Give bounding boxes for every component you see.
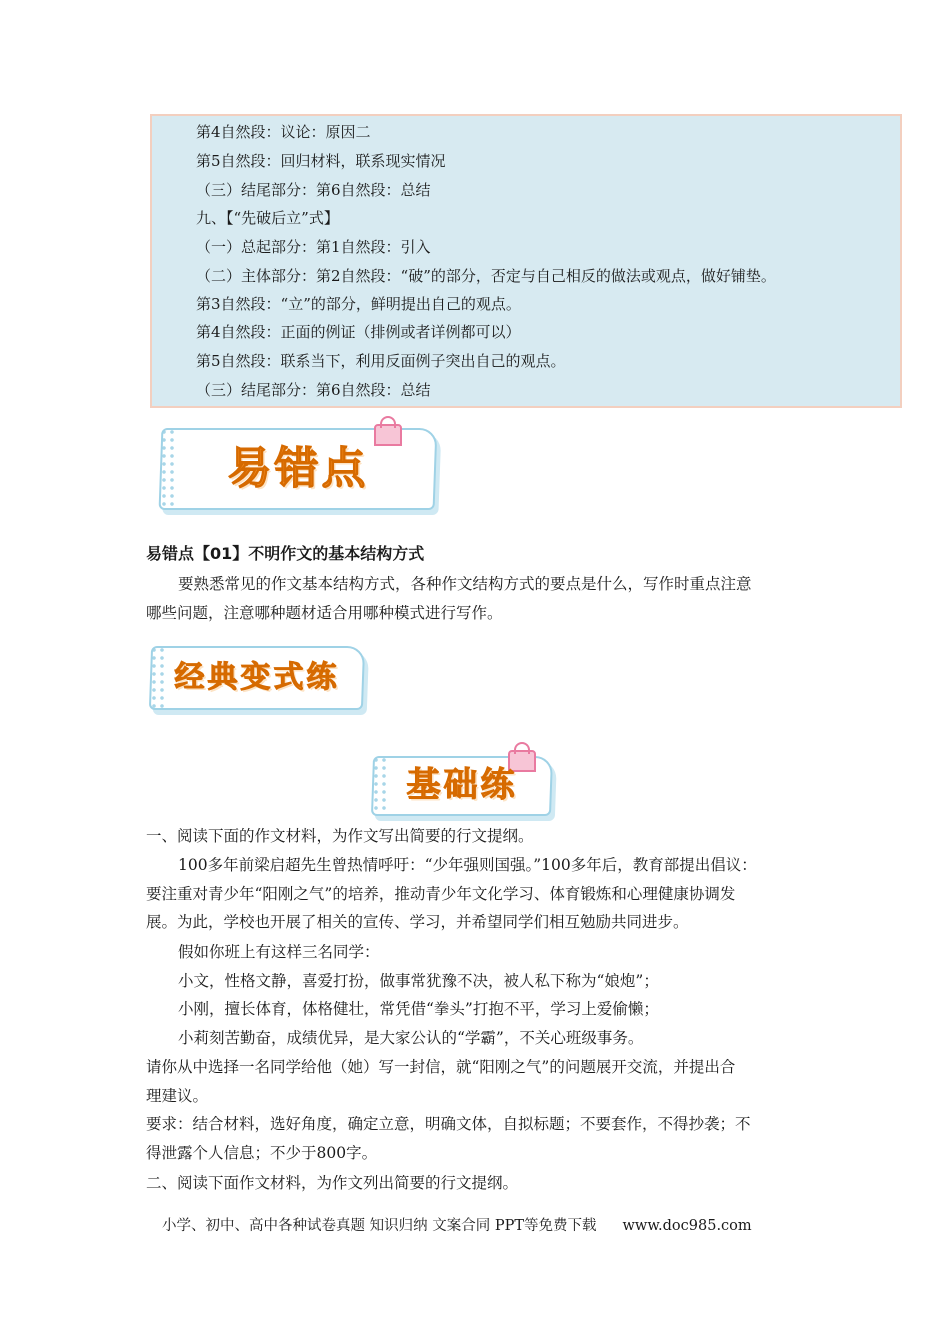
page-footer [162, 1214, 752, 1235]
outline-line: 第5自然段：联系当下，利用反面例子突出自己的观点。 [196, 352, 566, 370]
footer-link[interactable]: www.doc985.com [622, 1218, 752, 1234]
material-line: 请你从中选择一名同学给他（她）写一封信，就“阳刚之气”的问题展开交流，并提出合 [146, 1058, 736, 1076]
paragraph-line: 哪些问题，注意哪种题材适合用哪种模式进行写作。 [146, 604, 503, 622]
outline-line: （一）总起部分：第1自然段：引入 [196, 238, 431, 256]
footer-text: 小学、初中、高中各种试卷真题 知识归纳 文案合同 PPT等免费下载 [162, 1218, 597, 1234]
banner-classic [150, 646, 364, 710]
outline-line: （三）结尾部分：第6自然段：总结 [196, 181, 431, 199]
outline-line: （三）结尾部分：第6自然段：总结 [196, 381, 431, 399]
outline-line: 第4自然段：议论：原因二 [196, 123, 371, 141]
requirement-line: 得泄露个人信息；不少于800字。 [146, 1144, 378, 1162]
banner-title: 易错点 [227, 443, 369, 494]
outline-line: 第5自然段：回归材料，联系现实情况 [196, 152, 446, 170]
material-line: 理建议。 [146, 1087, 209, 1105]
material-line: 要注重对青少年“阳刚之气”的培养，推动青少年文化学习、体育锻炼和心理健康协调发 [146, 885, 736, 903]
question-line: 一、阅读下面的作文材料，为作文写出简要的行文提纲。 [146, 827, 534, 845]
section-heading: 易错点【01】不明作文的基本结构方式 [146, 544, 425, 563]
outline-line: 第4自然段：正面的例证（排例或者详例都可以） [196, 323, 521, 341]
outline-box [150, 114, 902, 408]
outline-line: 九、【“先破后立”式】 [196, 209, 339, 227]
material-line: 假如你班上有这样三名同学： [178, 943, 380, 961]
paragraph-line: 要熟悉常见的作文基本结构方式，各种作文结构方式的要点是什么，写作时重点注意 [178, 575, 752, 593]
material-line: 展。为此，学校也开展了相关的宣传、学习，并希望同学们相互勉励共同进步。 [146, 913, 689, 931]
banner-mistakes [160, 428, 436, 510]
material-line: 100多年前梁启超先生曾热情呼吁：“少年强则国强。”100多年后，教育部提出倡议： [178, 856, 757, 874]
outline-line: 第3自然段：“立”的部分，鲜明提出自己的观点。 [196, 295, 521, 313]
banner-title: 基础练 [406, 765, 518, 805]
outline-line: （二）主体部分：第2自然段：“破”的部分，否定与自己相反的做法或观点，做好铺垫。 [196, 267, 776, 285]
question-line: 二、阅读下面作文材料，为作文列出简要的行文提纲。 [146, 1174, 519, 1192]
material-line: 小莉刻苦勤奋，成绩优异，是大家公认的“学霸”，不关心班级事务。 [178, 1029, 644, 1047]
material-line: 小刚，擅长体育，体格健壮，常凭借“拳头”打抱不平，学习上爱偷懒； [178, 1000, 659, 1018]
banner-title: 经典变式练 [174, 660, 340, 695]
material-line: 小文，性格文静，喜爱打扮，做事常犹豫不决，被人私下称为“娘炮”； [178, 972, 659, 990]
requirement-line: 要求：结合材料，选好角度，确定立意，明确文体，自拟标题；不要套作，不得抄袭；不 [146, 1115, 751, 1133]
banner-basic [372, 756, 552, 816]
